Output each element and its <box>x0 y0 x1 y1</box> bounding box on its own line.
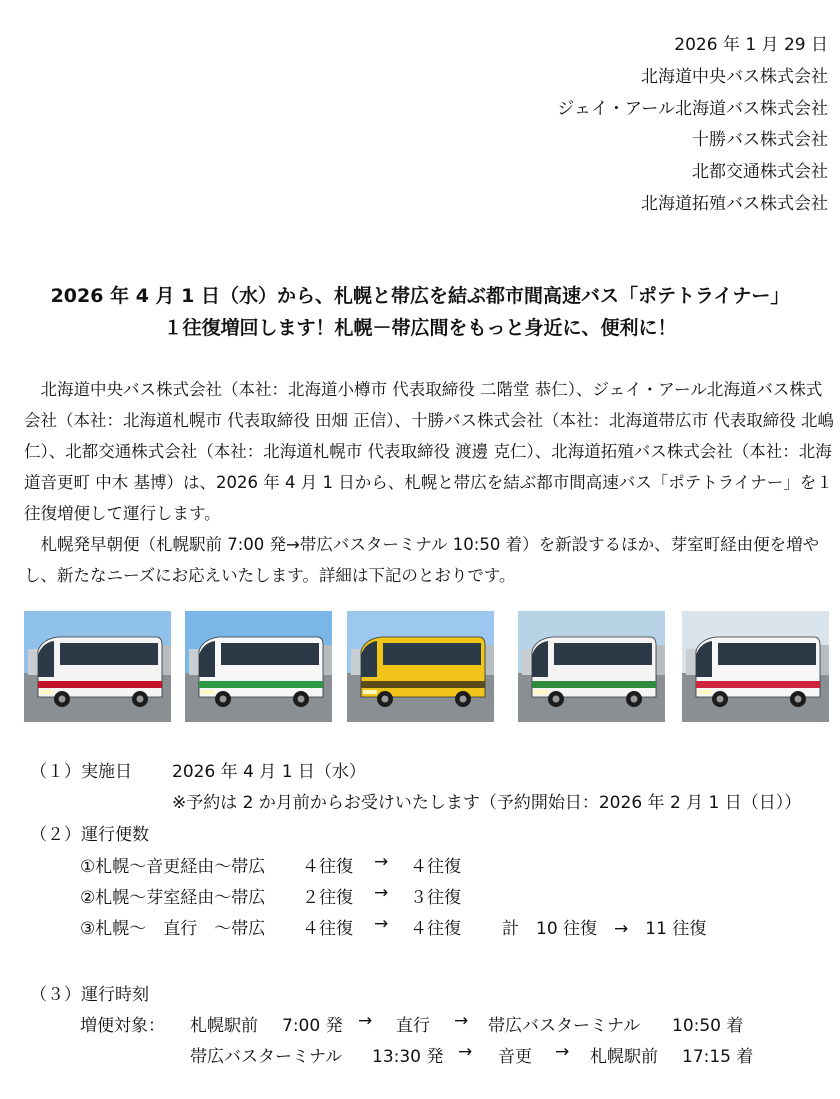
section-date-label: （１）実施日 <box>30 762 132 782</box>
destination-stop: 札幌駅前 <box>590 1047 658 1067</box>
company-name: 北都交通株式会社 <box>692 162 828 183</box>
bus-photo-hokuto <box>518 611 665 722</box>
origin-stop: 札幌駅前 <box>190 1016 258 1036</box>
title-line-1: 2026 年 4 月 1 日（水）から、札幌と帯広を結ぶ都市間高速バス「ポテトライナー」 <box>50 285 790 307</box>
frequency-arrow: → <box>374 883 389 903</box>
timetable-arrow: → <box>458 1042 473 1062</box>
frequency-total: 計 10 往復 → 11 往復 <box>502 919 707 939</box>
company-name: 北海道拓殖バス株式会社 <box>641 193 828 214</box>
arrival-time: 17:15 着 <box>682 1047 754 1067</box>
body-text <box>24 374 834 591</box>
frequency-arrow: → <box>374 914 389 934</box>
frequency-after: ３往復 <box>410 888 461 908</box>
timetable-arrow: → <box>555 1042 570 1062</box>
company-name: ジェイ・アール北海道バス株式会社 <box>557 98 828 119</box>
via-stop: 音更 <box>498 1047 532 1067</box>
route-name: ①札幌～音更経由～帯広 <box>80 857 266 877</box>
section-date-value: 2026 年 4 月 1 日（水） <box>172 762 366 782</box>
frequency-after: ４往復 <box>410 857 461 877</box>
frequency-before: ４往復 <box>302 857 353 877</box>
departure-time: 13:30 発 <box>372 1047 444 1067</box>
title-line-2: １往復増回します！札幌－帯広間をもっと身近に、便利に！ <box>163 317 677 339</box>
section-timetable-label: （３）運行時刻 <box>30 985 149 1005</box>
timetable-arrow: → <box>454 1011 469 1031</box>
origin-stop: 帯広バスターミナル <box>190 1047 343 1067</box>
reservation-note: ※予約は 2 か月前からお受けいたします（予約開始日：2026 年 2 月 1 日（日）） <box>172 793 802 813</box>
issuer-block <box>557 30 828 221</box>
route-name: ③札幌～ 直行 ～帯広 <box>80 919 266 939</box>
company-name: 北海道中央バス株式会社 <box>641 66 828 87</box>
frequency-arrow: → <box>374 852 389 872</box>
bus-photo-chuo <box>24 611 171 722</box>
press-release-title <box>0 280 840 344</box>
target-label: 増便対象： <box>80 1016 165 1036</box>
destination-stop: 帯広バスターミナル <box>488 1016 641 1036</box>
section-frequency-label: （２）運行便数 <box>30 825 149 845</box>
release-date: 2026 年 1 月 29 日 <box>674 35 828 55</box>
bus-photo-tokachi <box>347 611 494 722</box>
departure-time: 7:00 発 <box>282 1016 343 1036</box>
bus-photo-jr <box>185 611 332 722</box>
body-paragraph-1: 北海道中央バス株式会社（本社：北海道小樽市 代表取締役 二階堂 恭仁）、ジェイ・アール北海道バス株式会社（本社：北海道札幌市 代表取締役 田畑 正信）、十勝バス株式会社（本社：北海道帯広市 代表取締役 北嶋 仁）、北都交通株式会社（本社：北海道札幌市 代表取締役 渡邊 克仁）、北海道拓殖バス株式会社（本社：北海道音更町 中木 基博）は、2026 年 4 月 1 日から、札幌と帯広を結ぶ都市間高速バス「ポテトライナー」を１往復増便して運行します。 <box>24 380 834 523</box>
via-stop: 直行 <box>396 1016 430 1036</box>
body-paragraph-2: 札幌発早朝便（札幌駅前 7:00 発→帯広バスターミナル 10:50 着）を新設するほか、芽室町経由便を増やし、新たなニーズにお応えいたします。詳細は下記のとおりです。 <box>24 535 820 585</box>
frequency-before: ４往復 <box>302 919 353 939</box>
bus-photo-takushoku <box>682 611 829 722</box>
frequency-before: ２往復 <box>302 888 353 908</box>
route-name: ②札幌～芽室経由～帯広 <box>80 888 266 908</box>
company-name: 十勝バス株式会社 <box>692 130 828 151</box>
timetable-arrow: → <box>358 1011 373 1031</box>
arrival-time: 10:50 着 <box>672 1016 744 1036</box>
frequency-after: ４往復 <box>410 919 461 939</box>
